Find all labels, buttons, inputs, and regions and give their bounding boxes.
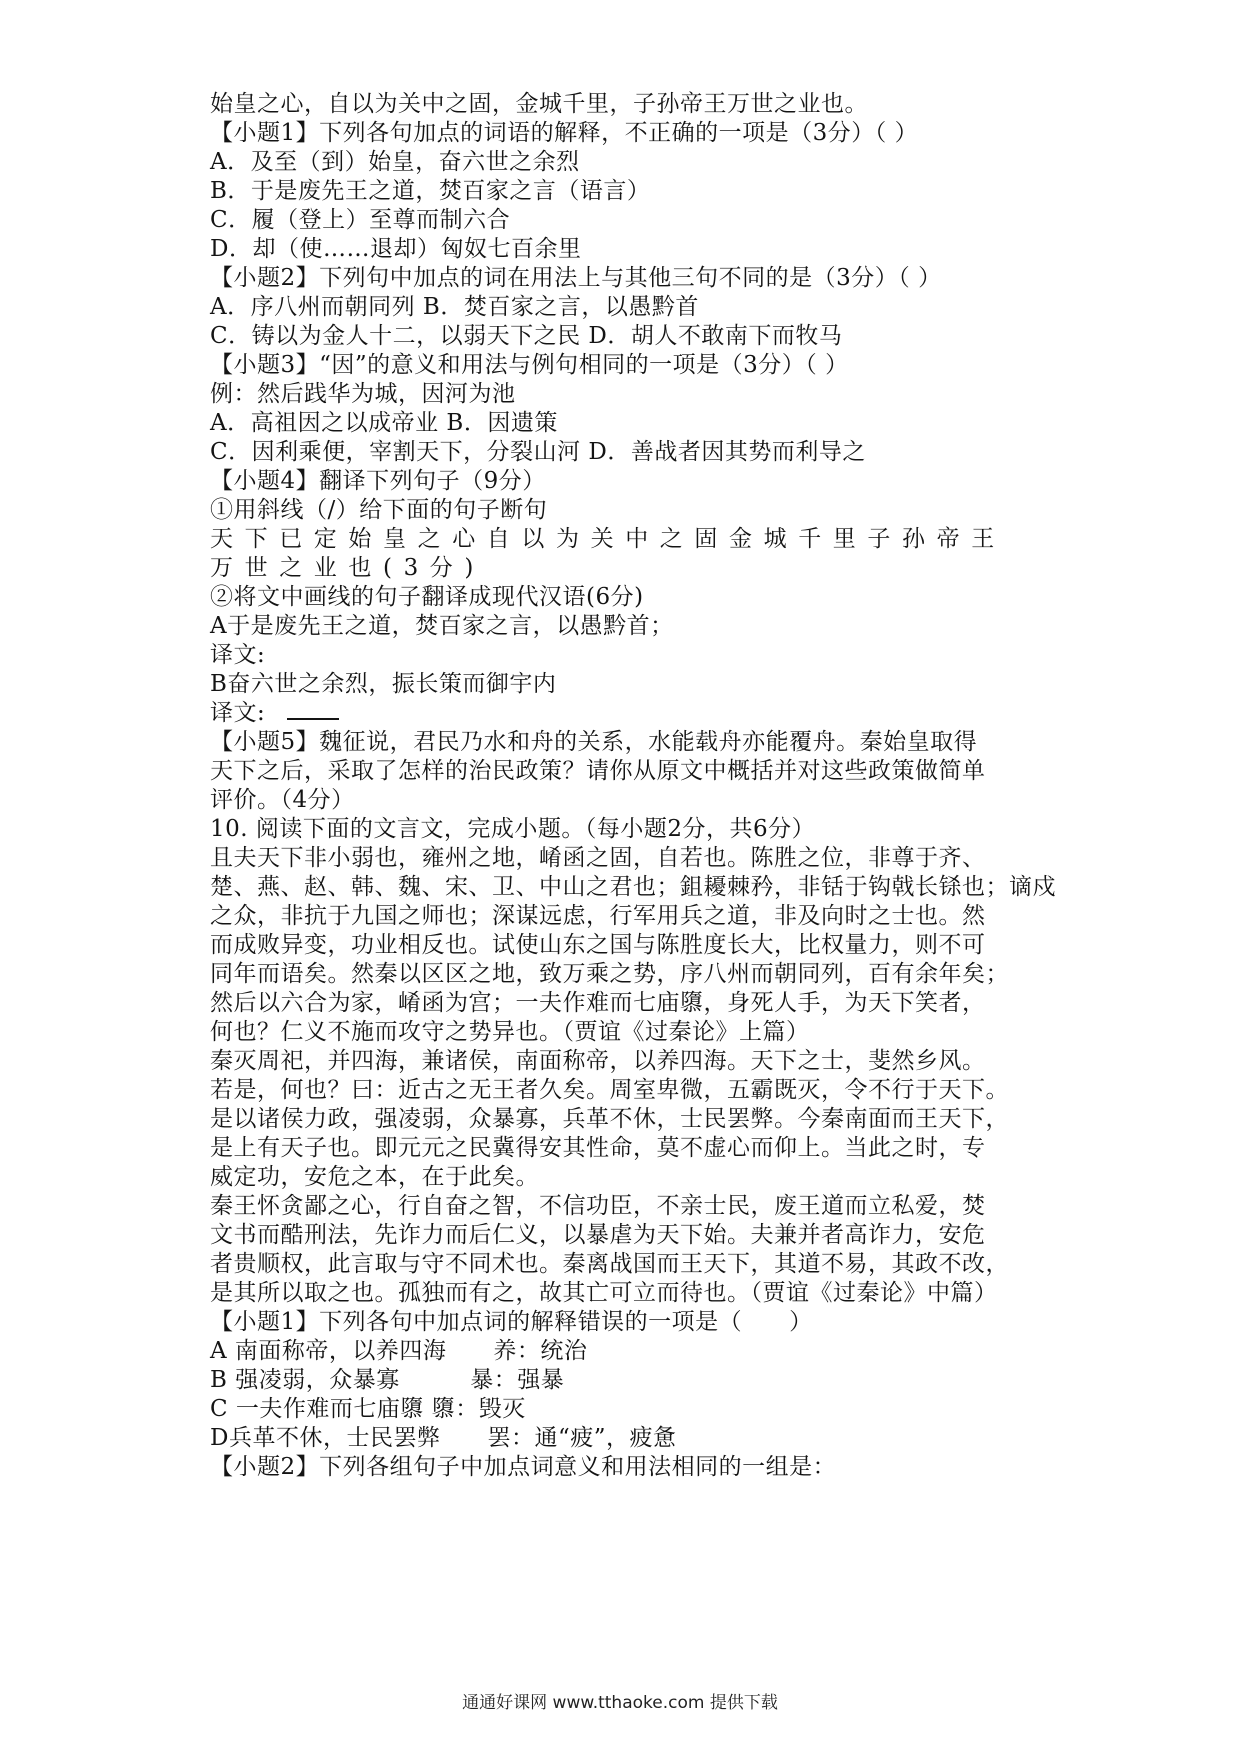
text-line: A于是废先王之道，焚百家之言，以愚黔首； [210,613,674,639]
text-line: 且夫天下非小弱也，雍州之地，崤函之固，自若也。陈胜之位，非尊于齐、 [210,845,986,871]
text-line: 而成败异变，功业相反也。试使山东之国与陈胜度长大，比权量力，则不可 [210,932,986,958]
text-line: 【小题4】翻译下列句子（9分） [210,468,546,494]
text-line: 万世之业也(3分) [210,555,485,581]
text-line: 是上有天子也。即元元之民冀得安其性命，莫不虚心而仰上。当此之时，专 [210,1135,986,1161]
text-line: ①用斜线（/）给下面的句子断句 [210,497,548,523]
text-line: 【小题5】魏征说，君民乃水和舟的关系，水能载舟亦能覆舟。秦始皇取得 [210,729,978,755]
text-line: A．序八州而朝同列 B．焚百家之言，以愚黔首 [210,294,699,320]
text-line: C．履（登上）至尊而制六合 [210,207,511,233]
text-line: 是以诸侯力政，强凌弱，众暴寡，兵革不休，士民罢弊。今秦南面而王天下， [210,1106,1009,1132]
text-line: 天下已定始皇之心自以为关中之固金城千里子孙帝王 [210,526,1006,552]
text-line: 译文: [210,642,266,668]
text-line: 【小题1】下列各句中加点词的解释错误的一项是（ ） [210,1309,813,1335]
answer-blank [287,718,339,720]
text-line: D兵革不休，士民罢弊 罢：通“疲”，疲惫 [210,1425,677,1451]
text-line: 【小题2】下列句中加点的词在用法上与其他三句不同的是（3分）（ ） [210,265,942,291]
page-footer: 通通好课网 www.tthaoke.com 提供下载 [462,1693,778,1713]
text-line: C．铸以为金人十二，以弱天下之民 D．胡人不敢南下而牧马 [210,323,843,349]
text-line: 例：然后践华为城，因河为池 [210,381,516,407]
text-line: 10. 阅读下面的文言文，完成小题。（每小题2分，共6分） [210,816,816,842]
text-line: A．高祖因之以成帝业 B．因遗策 [210,410,558,436]
text-line: 秦王怀贪鄙之心，行自奋之智，不信功臣，不亲士民，废王道而立私爱，焚 [210,1193,986,1219]
text-line: 威定功，安危之本，在于此矣。 [210,1164,539,1190]
text-line: A 南面称帝，以养四海 养：统治 [210,1338,588,1364]
text-line: 评价。（4分） [210,787,355,813]
text-line: 秦灭周祀，并四海，兼诸侯，南面称帝，以养四海。天下之士，斐然乡风。 [210,1048,986,1074]
text-line: 之众，非抗于九国之师也；深谋远虑，行军用兵之道，非及向时之士也。然 [210,903,986,929]
text-line: 然后以六合为家，崤函为宫；一夫作难而七庙隳，身死人手，为天下笑者， [210,990,986,1016]
text-line: C 一夫作难而七庙隳 隳：毁灭 [210,1396,526,1422]
text-line: 是其所以取之也。孤独而有之，故其亡可立而待也。（贾谊《过秦论》中篇） [210,1280,998,1306]
text-line: 同年而语矣。然秦以区区之地，致万乘之势，序八州而朝同列，百有余年矣； [210,961,1009,987]
text-line: 始皇之心，自以为关中之固，金城千里，子孙帝王万世之业也。 [210,91,868,117]
text-line: 【小题3】“因”的意义和用法与例句相同的一项是（3分）（ ） [210,352,849,378]
text-line: 【小题2】下列各组句子中加点词意义和用法相同的一组是： [210,1454,837,1480]
text-line: 者贵顺权，此言取与守不同术也。秦离战国而王天下，其道不易，其政不改， [210,1251,1009,1277]
text-line: C．因利乘便，宰割天下，分裂山河 D．善战者因其势而利导之 [210,439,866,465]
text-line: 文书而酷刑法，先诈力而后仁义，以暴虐为天下始。夫兼并者高诈力，安危 [210,1222,986,1248]
text-line: ②将文中画线的句子翻译成现代汉语(6分) [210,584,644,610]
text-line: A．及至（到）始皇，奋六世之余烈 [210,149,580,175]
text-line: B．于是废先王之道，焚百家之言（语言） [210,178,651,204]
text-line: 若是，何也？曰：近古之无王者久矣。周室卑微，五霸既灭，令不行于天下。 [210,1077,1009,1103]
text-line: 天下之后，采取了怎样的治民政策？请你从原文中概括并对这些政策做简单 [210,758,986,784]
text-line: 楚、燕、赵、韩、魏、宋、卫、中山之君也；鉏耰棘矜，非铦于钩戟长铩也；谪戍 [210,874,1056,900]
text-line: B奋六世之余烈，振长策而御宇内 [210,671,557,697]
text-line: 译文: [210,697,339,729]
text-line: 何也？仁义不施而攻守之势异也。（贾谊《过秦论》上篇） [210,1019,810,1045]
text-line: D．却（使……退却）匈奴七百余里 [210,236,582,262]
text-line: 【小题1】下列各句加点的词语的解释，不正确的一项是（3分）（ ） [210,120,919,146]
text-line: B 强凌弱，众暴寡 暴：强暴 [210,1367,565,1393]
